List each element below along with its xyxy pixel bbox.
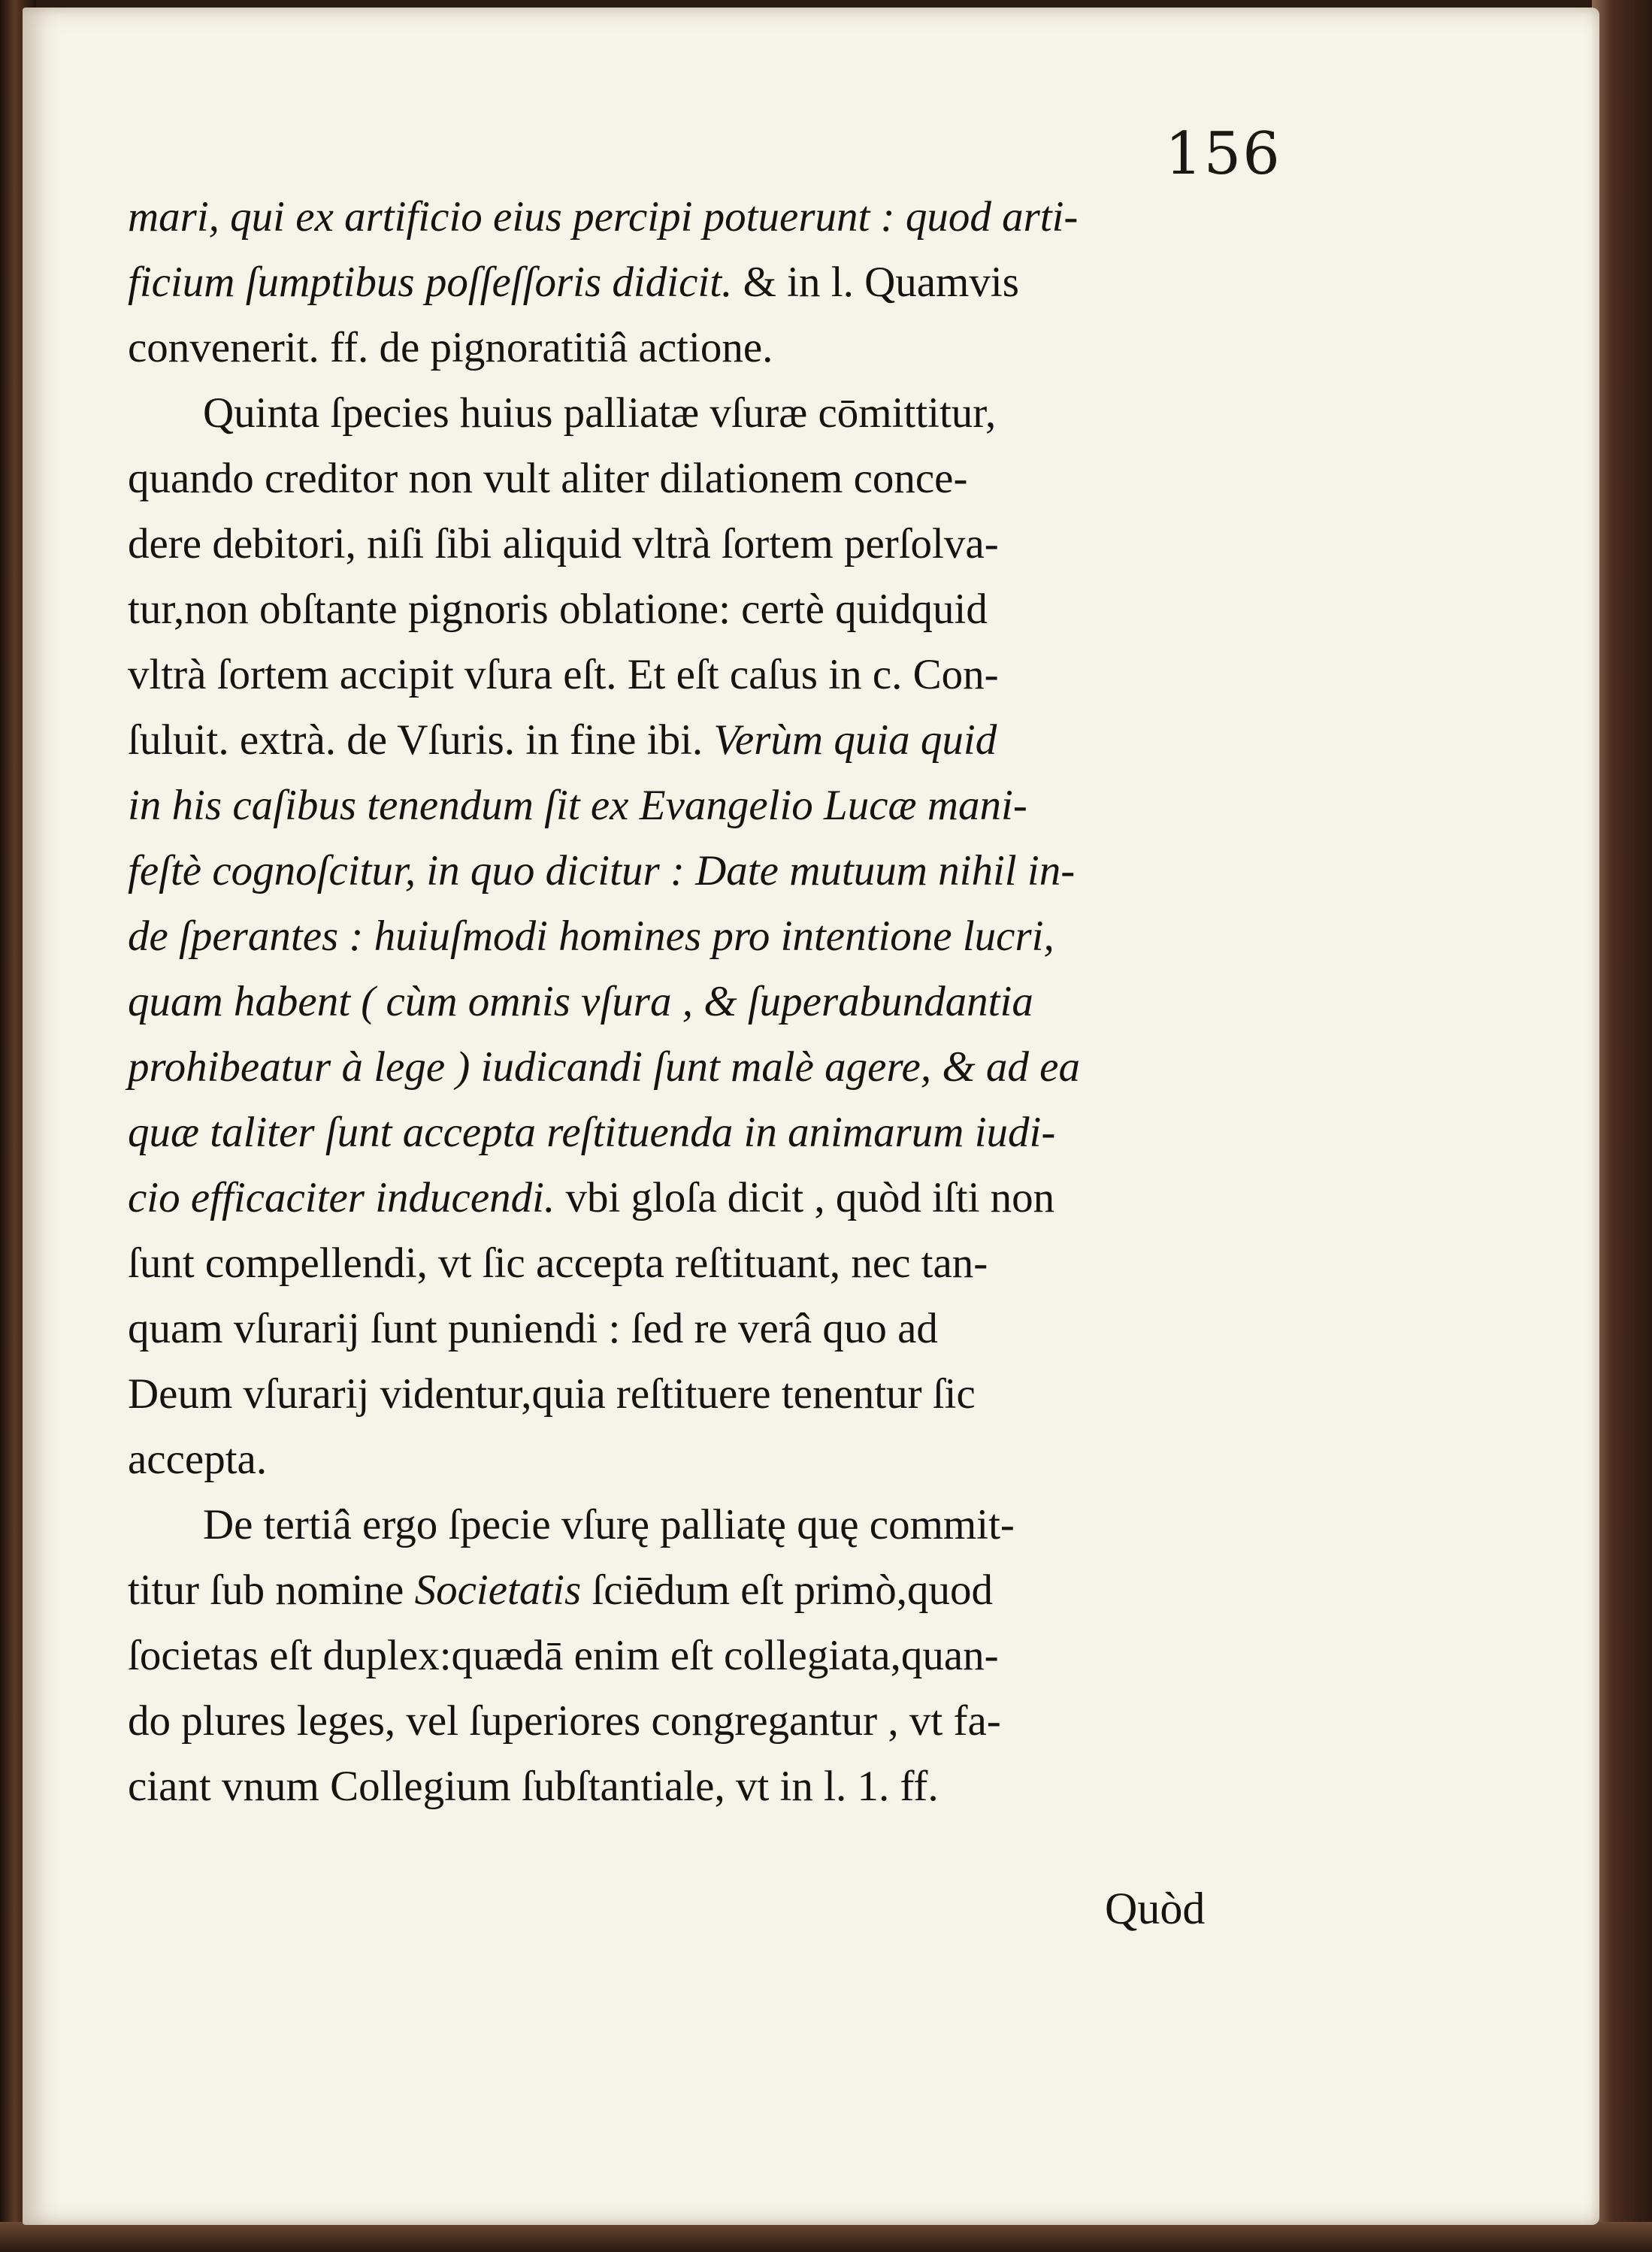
text-line (128, 642, 1270, 707)
text-line (128, 380, 1270, 446)
text-segment: ſocietas eſt duplex:quædā enim eſt collegiata,quan- (128, 1632, 999, 1679)
text-line (128, 184, 1270, 250)
text-segment: quando creditor non vult aliter dilationem conce- (128, 455, 968, 502)
text-line (128, 838, 1270, 904)
text-line (128, 904, 1270, 969)
italic-text-segment: cio efficaciter inducendi. (128, 1174, 555, 1221)
text-line (128, 1688, 1270, 1754)
italic-text-segment: mari, qui ex artificio eius percipi potuerunt : quod arti- (128, 193, 1079, 241)
book-cover-edge-right (1592, 0, 1652, 2252)
italic-text-segment: Societatis (414, 1566, 582, 1614)
text-line (128, 1296, 1270, 1361)
text-line (128, 1557, 1270, 1623)
italic-text-segment: de ſperantes : huiuſmodi homines pro intentione lucri, (128, 913, 1054, 960)
text-line (128, 315, 1270, 380)
text-line (128, 773, 1270, 838)
book-page (23, 8, 1599, 2225)
italic-text-segment: Verùm quia quid (713, 716, 997, 764)
italic-text-segment: in his caſibus tenendum ſit ex Evangelio Lucæ mani- (128, 782, 1027, 829)
italic-text-segment: prohibeatur à lege ) iudicandi ſunt malè agere, & ad ea (128, 1043, 1080, 1091)
text-line (128, 1034, 1270, 1100)
page-number: 156 (1165, 120, 1281, 188)
text-line (128, 969, 1270, 1034)
book-cover-edge-bottom (0, 2222, 1652, 2252)
text-line (128, 1230, 1270, 1296)
text-segment: Deum vſurarij videntur,quia reſtituere tenentur ſic (128, 1370, 976, 1418)
text-line (128, 1361, 1270, 1427)
text-line (128, 1100, 1270, 1165)
text-segment: ſunt compellendi, vt ſic accepta reſtituant, nec tan- (128, 1240, 988, 1287)
text-line (128, 1492, 1270, 1557)
italic-text-segment: quam habent ( cùm omnis vſura , & ſuperabundantia (128, 978, 1033, 1025)
text-line (128, 707, 1270, 773)
text-line (128, 1754, 1270, 1819)
text-line (128, 577, 1270, 642)
text-line (128, 446, 1270, 511)
body-text (128, 184, 1270, 1819)
text-segment: ſuluit. extrà. de Vſuris. in fine ibi. (128, 716, 714, 764)
text-segment: dere debitori, niſi ſibi aliquid vltrà ſortem perſolva- (128, 520, 999, 568)
text-segment: accepta. (128, 1436, 268, 1483)
text-line (128, 511, 1270, 577)
text-segment: tur,non obſtante pignoris oblatione: certè quidquid (128, 586, 988, 633)
text-line (128, 250, 1270, 315)
text-segment: vltrà ſortem accipit vſura eſt. Et eſt caſus in c. Con- (128, 651, 999, 698)
text-segment: vbi gloſa dicit , quòd iſti non (555, 1174, 1055, 1221)
text-segment: Quinta ſpecies huius palliatæ vſuræ cōmittitur, (203, 389, 997, 437)
text-segment: & in l. Quamvis (732, 259, 1019, 306)
text-segment: titur ſub nomine (128, 1566, 415, 1614)
text-segment: ciant vnum Collegium ſubſtantiale, vt in l. 1. ff. (128, 1763, 939, 1810)
text-segment: ſciēdum eſt primò,quod (581, 1566, 993, 1614)
text-segment: do plures leges, vel ſuperiores congregantur , vt fa- (128, 1697, 1001, 1745)
text-line (128, 1427, 1270, 1492)
italic-text-segment: ficium ſumptibus poſſeſſoris didicit. (128, 259, 733, 306)
text-segment: quam vſurarij ſunt puniendi : ſed re verâ quo ad (128, 1305, 938, 1352)
italic-text-segment: feſtè cognoſcitur, in quo dicitur : Date mutuum nihil in- (128, 847, 1076, 894)
text-segment: convenerit. ff. de pignoratitiâ actione. (128, 324, 773, 371)
text-line (128, 1165, 1270, 1230)
text-segment: De tertiâ ergo ſpecie vſurę palliatę quę commit- (203, 1501, 1015, 1548)
italic-text-segment: quæ taliter ſunt accepta reſtituenda in animarum iudi- (128, 1109, 1056, 1156)
catchword: Quòd (1105, 1884, 1206, 1933)
text-line (128, 1623, 1270, 1688)
